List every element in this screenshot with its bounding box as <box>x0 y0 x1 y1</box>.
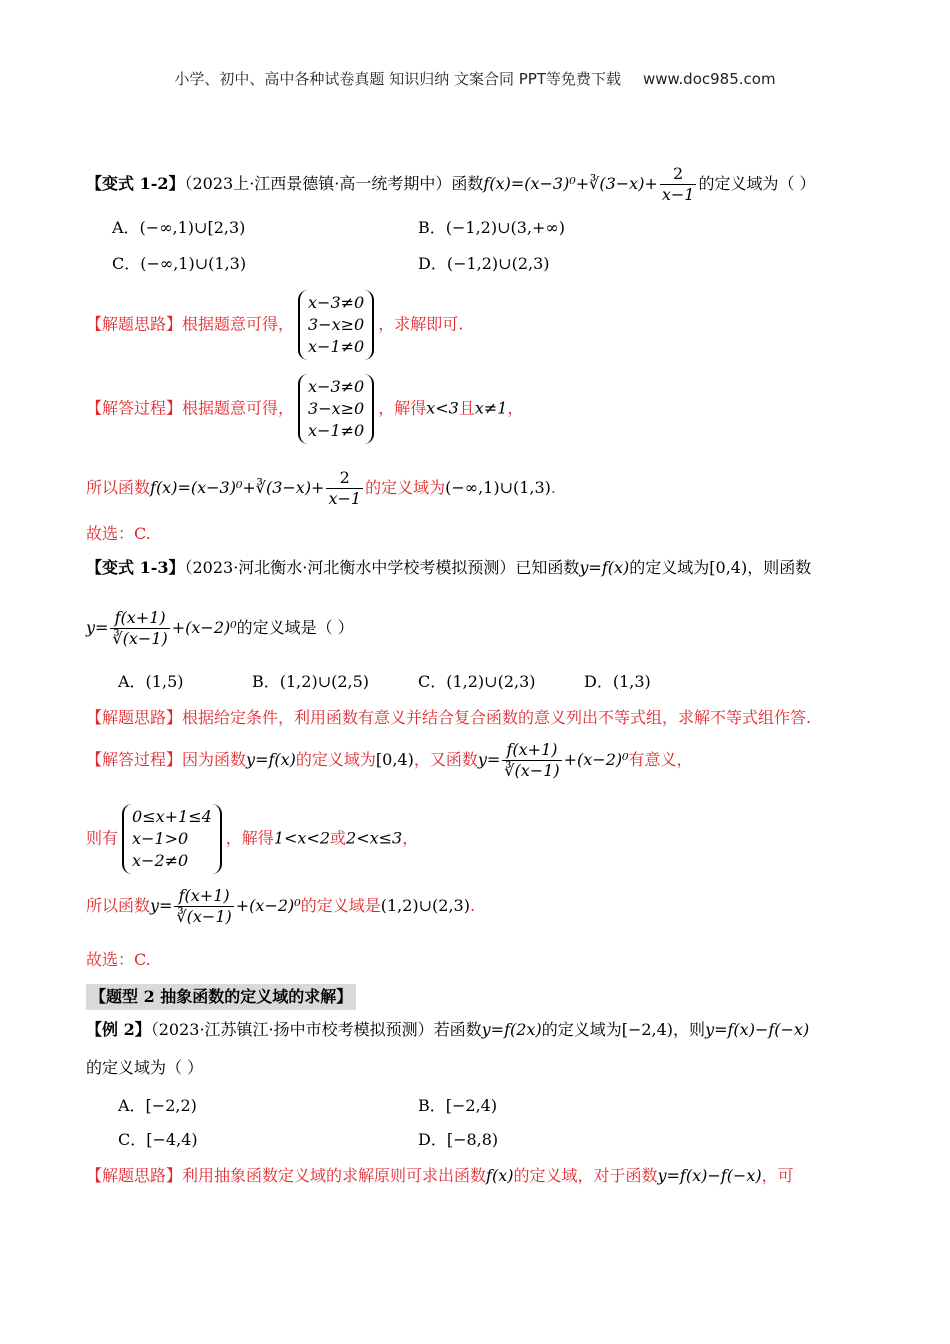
ex2-option-c: C．[−4,4) <box>118 1130 198 1149</box>
v12-choose: 故选：C. <box>86 524 151 543</box>
v12-option-c: C．(−∞,1)∪(1,3) <box>112 254 247 273</box>
v13-option-b: B．(1,2)∪(2,5) <box>252 672 370 691</box>
ex2-question: 【例 2】（2023·江苏镇江·扬中市校考模拟预测）若函数y=f(2x)的定义域为[−2,4)，则y=f(x)−f(−x) <box>86 1020 810 1039</box>
v12-option-b: B．(−1,2)∪(3,+∞) <box>418 218 565 237</box>
v12-conclusion: 所以函数f(x)=(x−3)⁰+∛(3−x)+ $\frac{2}{x-1}$ 的定义域为(−∞,1)∪(1,3). <box>86 468 557 508</box>
v12-question <box>86 164 864 205</box>
v13-idea: 【解题思路】根据给定条件，利用函数有意义并结合复合函数的意义列出不等式组，求解不等式组作答. <box>86 708 812 727</box>
v12-fraction: $\frac{2}{x-1}$ <box>661 164 695 204</box>
v12-tail: 的定义域为（ ） <box>698 174 816 193</box>
v13-question-formula: y= $\frac{f(x+1)}{∛(x-1)}$ +(x−2)⁰的定义域是（ ） <box>86 608 354 648</box>
v12-process: 【解答过程】根据题意可得， x−3≠0 3−x≥0 x−1≠0 ，解得x<3且x≠1， <box>86 374 864 444</box>
v12-idea-post: ，求解即可. <box>378 314 464 334</box>
v13-fraction: $\frac{f(x+1)}{∛(x-1)}$ <box>112 608 168 648</box>
v13-process: 【解答过程】因为函数y=f(x)的定义域为[0,4)，又函数y= $\frac{f(x+1)}{∛(x-1)}$ +(x−2)⁰有意义， <box>86 740 693 780</box>
ex2-option-d: D．[−8,8) <box>418 1130 499 1149</box>
v12-idea <box>86 290 864 360</box>
ex2-idea: 【解题思路】利用抽象函数定义域的求解原则可求出函数f(x)的定义域，对于函数y=f(x)−f(−x)，可 <box>86 1166 794 1185</box>
header-text: 小学、初中、高中各种试卷真题 知识归纳 文案合同 PPT等免费下载 <box>174 70 621 88</box>
page-header <box>0 68 950 89</box>
ex2-question-line2: 的定义域为（ ） <box>86 1058 204 1077</box>
v13-option-a: A．(1,5) <box>118 672 184 691</box>
v12-idea-tag: 【解题思路】 <box>86 314 183 334</box>
v13-system: 0≤x+1≤4 x−1>0 x−2≠0 <box>122 804 222 874</box>
v13-system-line: 则有 0≤x+1≤4 x−1>0 x−2≠0 ，解得1<x<2或2<x≤3， <box>86 804 864 874</box>
v12-proc-tag: 【解答过程】 <box>86 398 183 418</box>
v13-choose: 故选：C. <box>86 950 151 969</box>
v13-option-c: C．(1,2)∪(2,3) <box>418 672 536 691</box>
ex2-option-a: A．[−2,2) <box>118 1096 197 1115</box>
section-title: 【题型 2 抽象函数的定义域的求解】 <box>86 984 356 1010</box>
v12-func: f(x)=(x−3)⁰+∛(3−x)+ <box>483 174 658 193</box>
v12-so-fraction: $\frac{2}{x-1}$ <box>328 468 362 508</box>
v12-option-a: A．(−∞,1)∪[2,3) <box>112 218 246 237</box>
v12-option-d: D．(−1,2)∪(2,3) <box>418 254 550 273</box>
v12-source: （2023上·江西景德镇·高一统考期中）函数 <box>184 174 484 193</box>
v13-option-d: D．(1,3) <box>584 672 651 691</box>
v12-idea-system: x−3≠0 3−x≥0 x−1≠0 <box>298 290 374 360</box>
v13-proc-fraction: $\frac{f(x+1)}{∛(x-1)}$ <box>504 740 560 780</box>
header-url[interactable]: www.doc985.com <box>642 70 776 88</box>
v12-proc-pre: 根据题意可得， <box>182 398 295 418</box>
v13-question: 【变式 1-3】（2023·河北衡水·河北衡水中学校考模拟预测）已知函数y=f(x)的定义域为[0,4)，则函数 <box>86 558 812 577</box>
v13-so-fraction: $\frac{f(x+1)}{∛(x-1)}$ <box>176 886 232 926</box>
v12-idea-pre: 根据题意可得， <box>182 314 295 334</box>
ex2-option-b: B．[−2,4) <box>418 1096 498 1115</box>
v13-conclusion: 所以函数y= $\frac{f(x+1)}{∛(x-1)}$ +(x−2)⁰的定义域是(1,2)∪(2,3). <box>86 886 476 926</box>
v12-proc-system: x−3≠0 3−x≥0 x−1≠0 <box>298 374 374 444</box>
v12-tag: 【变式 1-2】 <box>86 174 185 193</box>
